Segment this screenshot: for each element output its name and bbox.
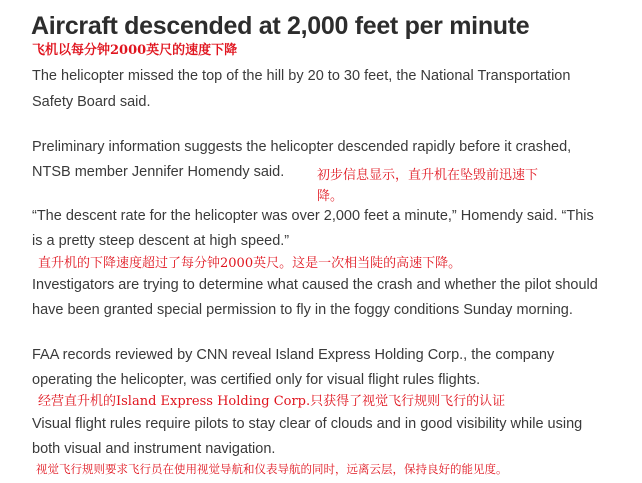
annotation-preliminary: 初步信息显示，直升机在坠毁前迅速下 — [317, 168, 539, 183]
paragraph-line: The helicopter missed the top of the hill by 20 to 30 feet, the National Transportation — [32, 68, 571, 84]
paragraph-line: Safety Board said. — [32, 94, 151, 110]
annotation-headline: 飞机以每分钟2000英尺的速度下降 — [32, 43, 238, 58]
annotation-preliminary-cont: 降。 — [317, 189, 344, 204]
annotation-vfr: 视觉飞行规则要求飞行员在使用视觉导航和仪表导航的同时，远离云层，保持良好的能见度。 — [36, 462, 508, 476]
annotation-descent: 直升机的下降速度超过了每分钟2000英尺。这是一次相当陡的高速下降。 — [38, 256, 462, 271]
annotation-faa: 经营直升机的Island Express Holding Corp.只获得了视觉飞行规则飞行的认证 — [38, 394, 506, 409]
paragraph-line: is a pretty steep descent at high speed.” — [32, 233, 290, 249]
article-headline: Aircraft descended at 2,000 feet per minute — [31, 12, 530, 40]
paragraph-line: Investigators are trying to determine what caused the crash and whether the pilot should — [32, 277, 598, 293]
paragraph-line: have been granted special permission to fly in the foggy conditions Sunday morning. — [32, 302, 573, 318]
paragraph-line: operating the helicopter, was certified only for visual flight rules flights. — [32, 372, 481, 388]
paragraph-line: Visual flight rules require pilots to stay clear of clouds and in good visibility while using — [32, 416, 583, 432]
paragraph-line: both visual and instrument navigation. — [32, 441, 276, 457]
paragraph-line: FAA records reviewed by CNN reveal Island Express Holding Corp., the company — [32, 347, 555, 363]
paragraph-line: NTSB member Jennifer Homendy said. — [32, 164, 285, 180]
paragraph-line: “The descent rate for the helicopter was over 2,000 feet a minute,” Homendy said. “This — [32, 208, 594, 224]
paragraph-line: Preliminary information suggests the helicopter descended rapidly before it crashed, — [32, 139, 572, 155]
